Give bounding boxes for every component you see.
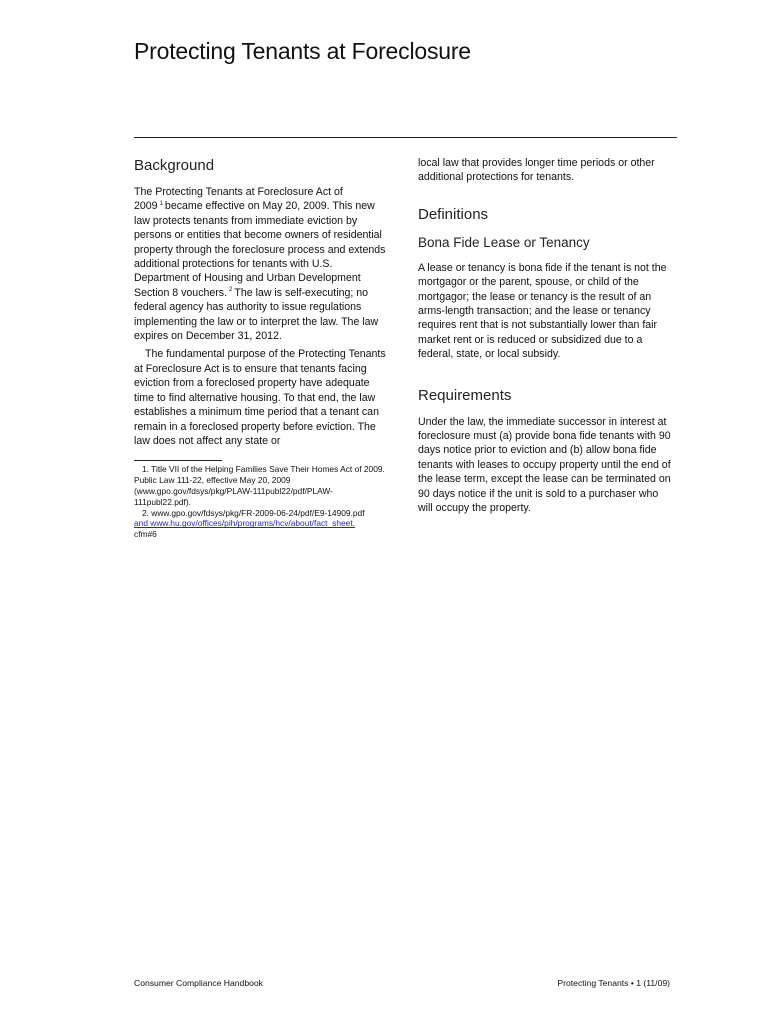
footnotes bbox=[134, 464, 386, 540]
bona-fide-subheading: Bona Fide Lease or Tenancy bbox=[418, 234, 590, 250]
requirements-heading: Requirements bbox=[418, 386, 512, 404]
title-divider bbox=[134, 137, 677, 138]
footer-handbook-title: Consumer Compliance Handbook bbox=[134, 978, 263, 988]
section-spacer bbox=[418, 362, 674, 386]
footnote-divider bbox=[134, 460, 222, 461]
footer-page-number: Protecting Tenants • 1 (11/09) bbox=[557, 978, 670, 988]
definitions-heading: Definitions bbox=[418, 205, 489, 223]
footnote-1: 1. Title VII of the Helping Families Save Their Homes Act of 2009. Public Law 111-22, effective May 20, 2009 (www.gpo.gov/fdsys/pkg/PLAW-111publ22/pdf/PLAW-111publ22.pdf). bbox=[134, 464, 385, 507]
requirements-paragraph: Under the law, the immediate successor in interest at foreclosure must (a) provide bona fide tenants with 90 days notice prior to eviction and (b) allow bona fide tenants with leases to occupy property until the end of the lease term, except the lease can be terminated on 90 days notice if the unit is sold to a purchaser who will occupy the property. bbox=[418, 415, 671, 515]
footnote-reference-2[interactable]: 2 bbox=[229, 287, 233, 294]
background-paragraph-2: The fundamental purpose of the Protecting Tenants at Foreclosure Act is to ensure that tenants facing eviction from a foreclosed property have adequate time to find alternative housing. To that end, the law establishes a minimum time period that a tenant can remain in a foreclosed property before eviction. The law does not affect any state or bbox=[134, 348, 386, 447]
footnote-2-link-line bbox=[134, 518, 386, 529]
background-paragraph-1 bbox=[134, 185, 386, 343]
footnote-2: 2. www.gpo.gov/fdsys/pkg/FR-2009-06-24/pdf/E9-14909.pdf bbox=[142, 507, 365, 518]
background-paragraph-1-part-b: became effective on May 20, 2009. This new law protects tenants from immediate eviction by persons or entities that become owners of residential property through the foreclosure process and extends additional protections for tenants with U.S. Department of Housing and Urban Development Section 8 vouchers. bbox=[134, 200, 386, 299]
background-paragraph-1-part-c: The law is self-executing; no federal agency has authority to issue regulations implementing the law or to interpret the law. The law expires on December 31, 2012. bbox=[134, 286, 379, 343]
left-column bbox=[134, 156, 386, 540]
page-title: Protecting Tenants at Foreclosure bbox=[134, 38, 471, 64]
right-column bbox=[418, 156, 674, 516]
background-paragraph-1-part-a: The Protecting Tenants at Foreclosure Act of 2009 bbox=[134, 186, 343, 213]
footnote-2-tail: cfm#6 bbox=[134, 529, 157, 540]
fact-sheet-link[interactable]: and www.hu.gov/offices/pih/programs/hcv/about/fact_sheet. bbox=[134, 518, 355, 529]
footnote-reference-1[interactable]: 1 bbox=[159, 200, 163, 207]
section-spacer bbox=[418, 185, 674, 205]
background-paragraph-2-continued: local law that provides longer time periods or other additional protections for tenants. bbox=[418, 157, 655, 184]
background-heading: Background bbox=[134, 157, 215, 174]
definitions-paragraph: A lease or tenancy is bona fide if the tenant is not the mortgagor or the parent, spouse, or child of the mortgagor; the lease or tenancy is the result of an arms-length transaction; and the lease or tenancy requires rent that is not substantially lower than fair market rent or is reduced or subsidized due to a federal, state, or local subsidy. bbox=[418, 261, 667, 361]
